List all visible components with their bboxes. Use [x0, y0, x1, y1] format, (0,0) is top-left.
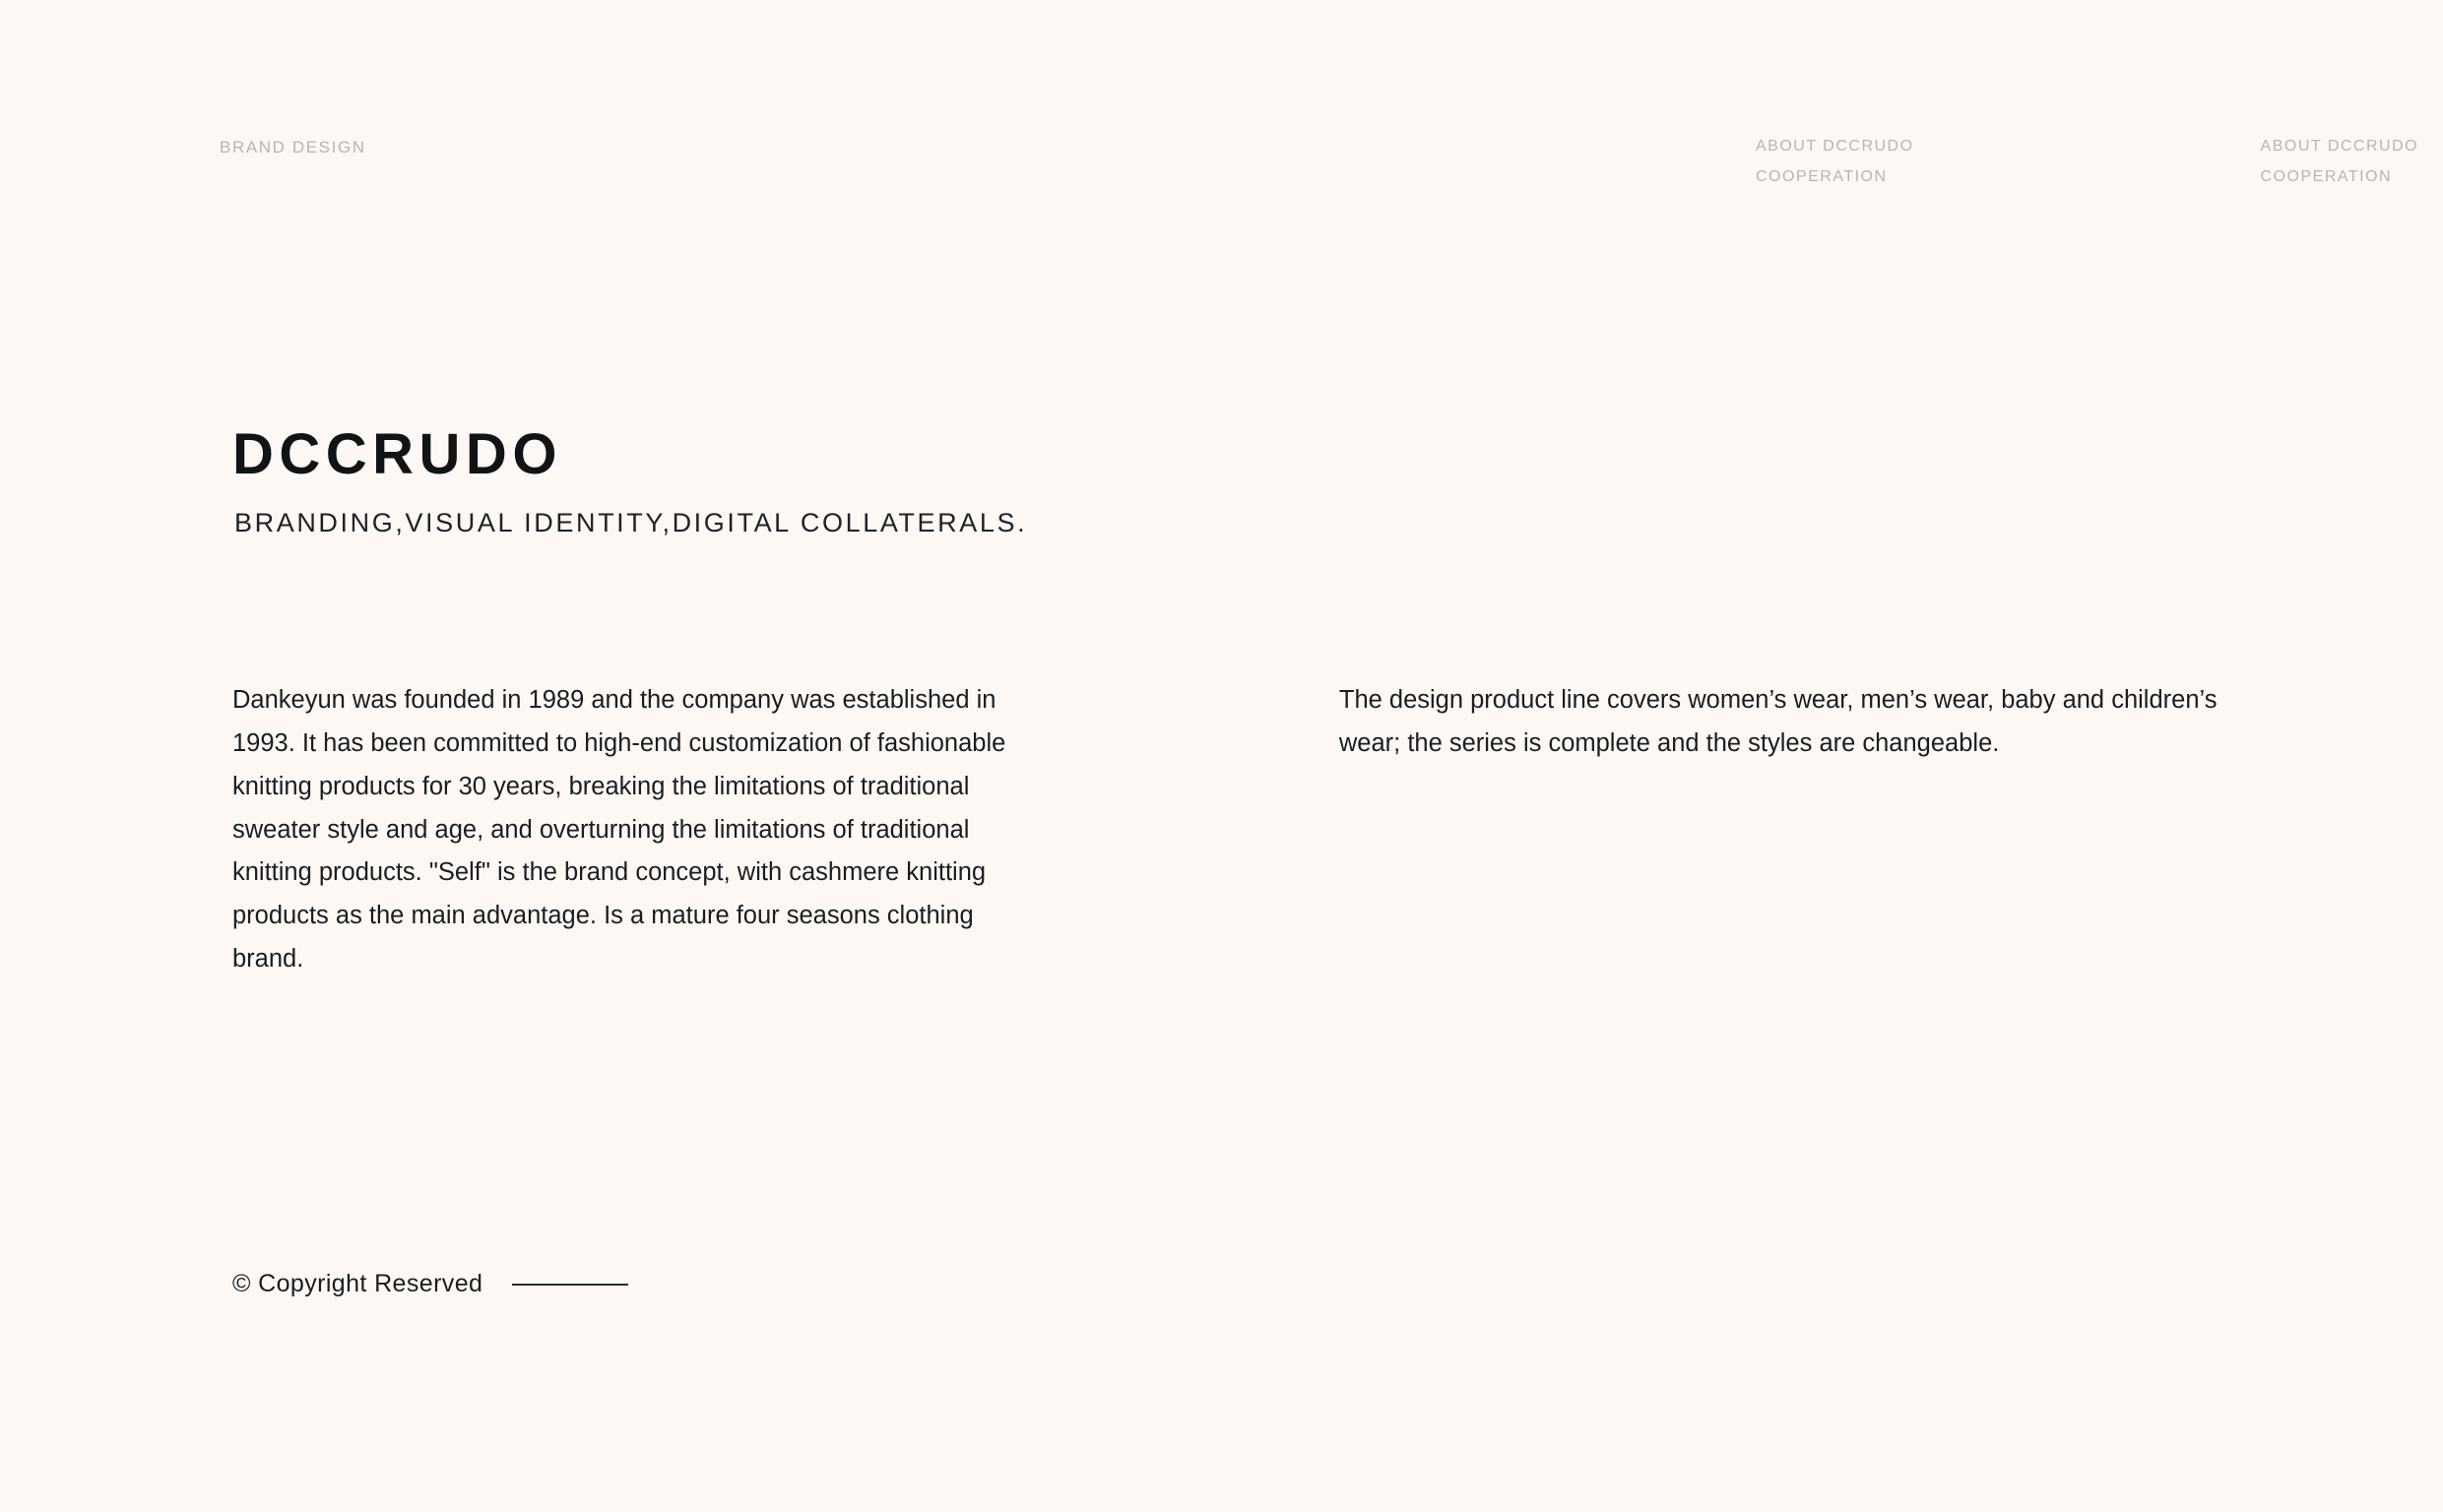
page-title: DCCRUDO — [232, 422, 562, 486]
nav-link-about-dccrudo-2[interactable]: ABOUT DCCRUDO — [2260, 138, 2419, 155]
content-column-left — [232, 679, 1118, 981]
footer-divider-rule — [512, 1284, 628, 1286]
brand-description-paragraph: Dankeyun was founded in 1989 and the company was established in 1993. It has been committed to high-end customization of fashionable knitting products for 30 years, breaking the limitations of traditional sweater style and age, and overturning the limitations of traditional knitting products. "Self" is the brand concept, with cashmere knitting products as the main advantage. Is a mature four seasons clothing brand. — [232, 686, 1006, 974]
brand-eyebrow-label: BRAND DESIGN — [220, 138, 366, 157]
nav-link-about-dccrudo-1[interactable]: ABOUT DCCRUDO — [1756, 138, 1914, 155]
site-footer — [232, 1270, 628, 1298]
content-column-right — [1339, 679, 2261, 981]
copyright-text: © Copyright Reserved — [232, 1270, 483, 1297]
nav-link-cooperation-1[interactable]: COOPERATION — [1756, 168, 1888, 185]
main-navigation — [1756, 138, 2418, 186]
product-line-paragraph: The design product line covers women’s wear, men’s wear, baby and children’s wear; the series is complete and the styles are changeable. — [1338, 686, 2218, 757]
hero-title-block — [232, 423, 1027, 538]
nav-group-1 — [1756, 138, 1914, 186]
page-subtitle: BRANDING,VISUAL IDENTITY,DIGITAL COLLATERALS. — [234, 507, 1028, 537]
nav-group-2 — [2261, 138, 2419, 186]
nav-link-cooperation-2[interactable]: COOPERATION — [2260, 168, 2393, 185]
site-header — [220, 138, 2419, 197]
content-columns — [232, 679, 2261, 981]
